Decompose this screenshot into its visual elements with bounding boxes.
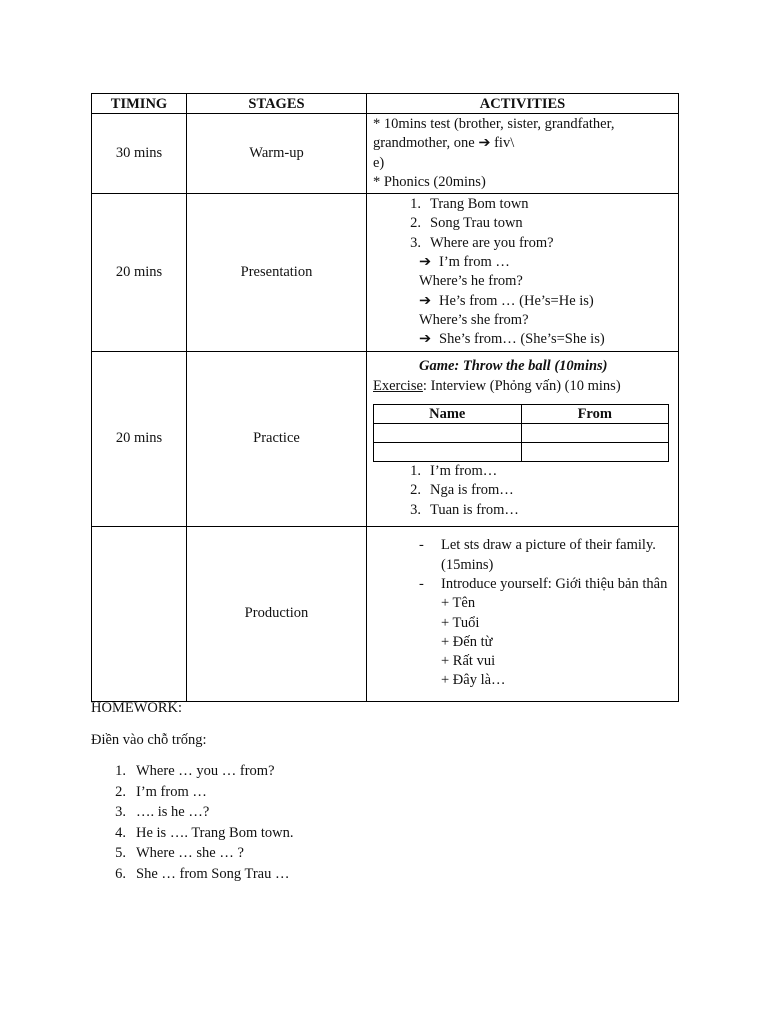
table-header-row [92, 94, 679, 114]
activities-cell [367, 526, 679, 701]
homework-text: I’m from … [136, 783, 207, 800]
plus-item: + Tuổi [441, 614, 480, 631]
homework-text: He is …. Trang Bom town. [136, 824, 294, 841]
numbered-list [373, 462, 672, 520]
homework-list [91, 761, 294, 885]
stage-cell: Production [187, 526, 367, 701]
answer-text: I’m from … [439, 254, 510, 271]
stage-cell: Practice [187, 351, 367, 526]
homework-number: 5. [115, 845, 126, 862]
bullet-item [373, 575, 672, 594]
homework-item [91, 843, 294, 864]
activity-line: * Phonics (20mins) [373, 173, 486, 190]
interview-header-row [374, 404, 669, 423]
interview-row [374, 423, 669, 442]
homework-text: She … from Song Trau … [136, 865, 290, 882]
homework-number: 2. [115, 783, 126, 800]
answer-line [373, 330, 672, 349]
timing-cell: 30 mins [92, 114, 187, 194]
lesson-plan-table [91, 93, 679, 702]
list-item [373, 501, 672, 520]
list-number: 1. [410, 462, 421, 479]
list-text: Trang Bom town [430, 196, 529, 213]
homework-text: Where … you … from? [136, 763, 275, 779]
arrow-icon: ➔ [419, 292, 432, 309]
homework-section [91, 698, 294, 885]
interview-header-from: From [521, 404, 669, 423]
activity-line: e) [373, 154, 385, 171]
homework-item [91, 761, 294, 782]
activities-cell [367, 194, 679, 351]
interview-table [373, 404, 669, 462]
interview-cell[interactable] [521, 442, 669, 461]
plus-item: + Đây là… [441, 672, 506, 689]
exercise-label: Exercise [373, 377, 423, 394]
numbered-list [373, 195, 672, 253]
homework-text: Where … she … ? [136, 845, 244, 862]
homework-text: …. is he …? [136, 804, 210, 821]
plus-item: + Đến từ [441, 633, 493, 650]
table-row [92, 114, 679, 194]
answer-text: He’s from … (He’s=He is) [439, 292, 594, 309]
question-line: Where’s he from? [419, 273, 523, 290]
list-text: Tuan is from… [430, 501, 519, 518]
table-row [92, 526, 679, 701]
bullet-item [373, 536, 672, 575]
list-number: 3. [410, 501, 421, 518]
interview-header-name: Name [374, 404, 522, 423]
answer-line [373, 292, 672, 311]
list-text: Where are you from? [430, 234, 554, 251]
homework-item [91, 802, 294, 823]
header-stages: STAGES [187, 94, 367, 114]
timing-cell [92, 526, 187, 701]
homework-item [91, 823, 294, 844]
list-item [373, 195, 672, 214]
list-item [373, 481, 672, 500]
arrow-icon: ➔ [419, 254, 432, 271]
dash-marker: - [419, 537, 424, 554]
list-item [373, 234, 672, 253]
activities-cell [367, 114, 679, 194]
table-row [92, 351, 679, 526]
homework-number: 1. [115, 763, 126, 779]
answer-line [373, 253, 672, 272]
homework-number: 3. [115, 804, 126, 821]
plus-item: + Rất vui [441, 653, 496, 670]
homework-number: 4. [115, 824, 126, 841]
interview-cell[interactable] [374, 423, 522, 442]
bullet-text: Let sts draw a picture of their family. (15mins) [441, 537, 656, 573]
timing-cell: 20 mins [92, 194, 187, 351]
list-number: 3. [410, 234, 421, 251]
homework-instruction: Điền vào chỗ trống: [91, 732, 207, 748]
arrow-icon: ➔ [419, 331, 432, 348]
bullet-text: Introduce yourself: Giới thiệu bản thân [441, 575, 668, 592]
list-number: 1. [410, 196, 421, 213]
list-number: 2. [410, 215, 421, 232]
list-item [373, 462, 672, 481]
timing-cell: 20 mins [92, 351, 187, 526]
question-line: Where’s she from? [419, 311, 529, 328]
header-activities: ACTIVITIES [367, 94, 679, 114]
homework-item [91, 864, 294, 885]
interview-cell[interactable] [374, 442, 522, 461]
homework-item [91, 782, 294, 803]
table-row [92, 194, 679, 351]
header-timing: TIMING [92, 94, 187, 114]
game-title: Game: Throw the ball (10mins) [419, 358, 608, 375]
list-number: 2. [410, 482, 421, 499]
homework-title: HOMEWORK: [91, 700, 183, 716]
answer-text: She’s from… (She’s=She is) [439, 331, 605, 348]
stage-cell: Presentation [187, 194, 367, 351]
exercise-line [373, 377, 672, 396]
list-text: I’m from… [430, 462, 498, 479]
activity-line: * 10mins test (brother, sister, grandfather, [373, 116, 615, 132]
list-text: Song Trau town [430, 215, 523, 232]
activity-line: grandmother, one ➔ fiv\ [373, 135, 515, 152]
plus-item: + Tên [441, 595, 476, 612]
homework-number: 6. [115, 865, 126, 882]
exercise-text: : Interview (Phỏng vấn) (10 mins) [422, 377, 621, 394]
stage-cell: Warm-up [187, 114, 367, 194]
interview-cell[interactable] [521, 423, 669, 442]
activities-cell [367, 351, 679, 526]
list-item [373, 214, 672, 233]
list-text: Nga is from… [430, 482, 514, 499]
interview-row [374, 442, 669, 461]
dash-marker: - [419, 575, 424, 592]
